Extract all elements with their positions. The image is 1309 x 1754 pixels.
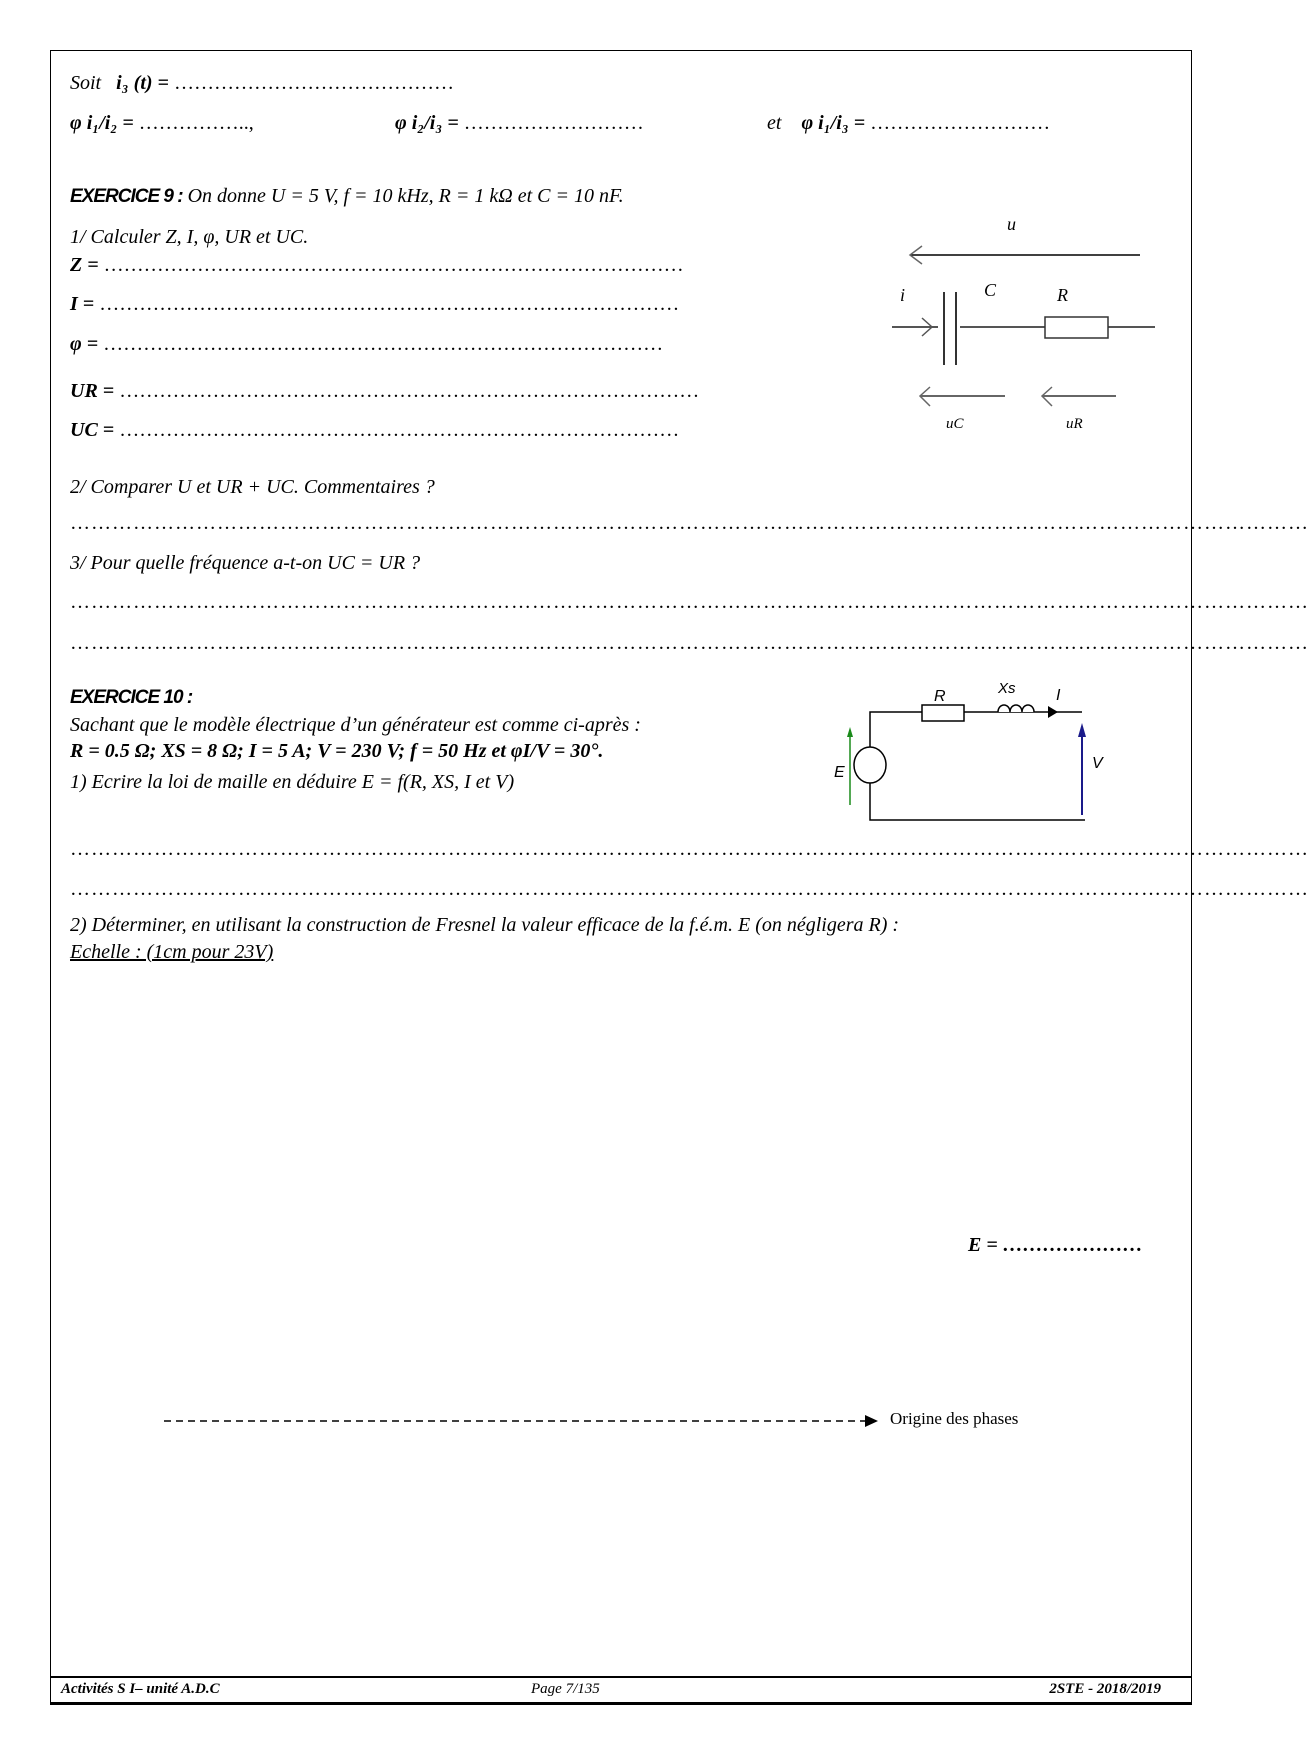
e-answer: E = …………………: [968, 1234, 1143, 1256]
answer-uc: UC = …………………………………………………………………………: [70, 419, 680, 441]
ex9-q1: 1/ Calculer Z, I, φ, UR et UC.: [70, 226, 309, 248]
answer-phi: φ = …………………………………………………………………………: [70, 333, 664, 355]
i3-line: [70, 72, 454, 95]
phi23: φ i₂/i₃ = ………………………: [395, 112, 644, 134]
phase-origin-label: Origine des phases: [890, 1409, 1019, 1428]
ex9-title: EXERCICE 9 :: [70, 186, 183, 207]
ex9-header: [70, 185, 624, 208]
ex9-q3: 3/ Pour quelle fréquence a-t-on UC = UR ?: [70, 552, 421, 574]
v-label: V: [1092, 755, 1103, 772]
ex9-statement: On donne U = 5 V, f = 10 kHz, R = 1 kΩ et C = 10 nF.: [187, 185, 624, 207]
page-number: Page 7/135: [531, 1681, 600, 1697]
answer-i: I = ……………………………………………………………………………: [70, 293, 680, 315]
uc-label: uC: [946, 416, 964, 432]
xs-label: Xs: [998, 680, 1016, 697]
answer-dots: ……………………………………: [173, 72, 454, 94]
phi13: et φ i₁/i₃ = ………………………: [767, 112, 1051, 134]
phi12: φ i₁/i₂ = ……………..,: [70, 112, 254, 134]
u-label: u: [1007, 214, 1016, 234]
arrow-icon: [865, 1415, 878, 1427]
footer-left: Activités S I– unité A.D.C: [61, 1681, 220, 1697]
answer-line: ……………………………………………………………………………………………………………………………………………………………: [70, 591, 1309, 613]
page-footer: [50, 1676, 1192, 1705]
r-label: R: [934, 688, 946, 705]
ex9-q2: 2/ Comparer U et UR + UC. Commentaires ?: [70, 476, 435, 498]
ur-label: uR: [1066, 416, 1083, 432]
e-label: E: [834, 764, 845, 781]
voltage-source-icon: [854, 747, 886, 783]
r-label: R: [1057, 285, 1068, 305]
ex10-q1: 1) Ecrire la loi de maille en déduire E = f(R, XS, I et V): [70, 771, 515, 793]
scale-note: Echelle : (1cm pour 23V): [70, 941, 274, 963]
resistor-icon: [1045, 317, 1108, 338]
phase-origin-axis: [160, 1410, 890, 1432]
answer-line: ……………………………………………………………………………………………………………………………………………………………: [70, 838, 1309, 860]
e-arrow-icon: [847, 727, 853, 737]
current-arrow-icon: [1048, 706, 1058, 718]
answer-ur: UR = ……………………………………………………………………………: [70, 380, 700, 402]
inductor-icon: [998, 705, 1034, 712]
answer-z: Z = ……………………………………………………………………………: [70, 254, 684, 276]
generator-circuit-diagram: [820, 675, 1120, 825]
footer-right: 2STE - 2018/2019: [1049, 1681, 1161, 1697]
answer-line: ……………………………………………………………………………………………………………………………………………………………: [70, 632, 1309, 654]
c-label: C: [984, 280, 997, 300]
i3-label: i₃ (t) =: [116, 72, 169, 94]
ex10-title: EXERCICE 10 :: [70, 687, 193, 708]
soit-label: Soit: [70, 72, 102, 94]
ex10-intro: Sachant que le modèle électrique d’un générateur est comme ci-après :: [70, 714, 641, 736]
v-arrow-icon: [1078, 723, 1086, 737]
i-label: I: [1056, 687, 1061, 704]
answer-line: ……………………………………………………………………………………………………………………………………………………………: [70, 512, 1309, 534]
ex10-q2: 2) Déterminer, en utilisant la construction de Fresnel la valeur efficace de la f.é.m. E (on négligera R) :: [70, 914, 900, 936]
rc-circuit-diagram: [880, 210, 1170, 440]
answer-line: ……………………………………………………………………………………………………………………………………………………………: [70, 878, 1309, 900]
i-label: i: [900, 285, 906, 305]
ex10-values: R = 0.5 Ω; XS = 8 Ω; I = 5 A; V = 230 V; f = 50 Hz et φI/V = 30°.: [70, 740, 604, 762]
resistor-icon: [922, 705, 964, 721]
